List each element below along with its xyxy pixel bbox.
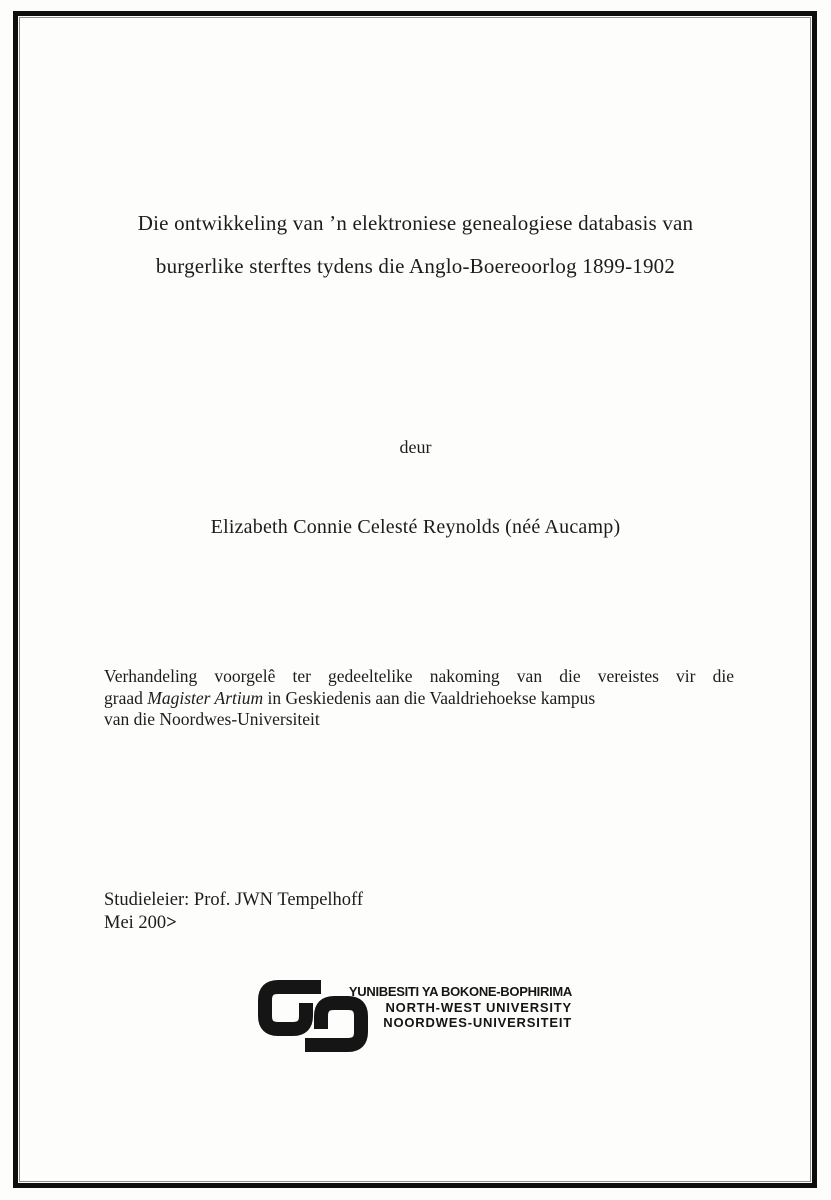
degree-declaration bbox=[104, 666, 734, 731]
date-mark: > bbox=[166, 913, 176, 933]
thesis-title bbox=[0, 202, 831, 288]
logo-line-setswana: YUNIBESITI YA BOKONE-BOPHIRIMA bbox=[348, 984, 572, 999]
supervisor-block bbox=[104, 889, 363, 935]
declaration-line2-suffix: in Geskiedenis aan die Vaaldriehoekse kampus bbox=[263, 687, 596, 708]
logo-line-english: NORTH-WEST UNIVERSITY bbox=[385, 999, 572, 1015]
byline: deur bbox=[399, 437, 432, 457]
thesis-title-line2: burgerlike sterftes tydens die Anglo-Boereoorlog 1899-1902 bbox=[155, 254, 676, 278]
university-logo bbox=[258, 977, 572, 1061]
declaration-line3: van die Noordwes-Universiteit bbox=[104, 709, 320, 729]
supervisor-line: Studieleier: Prof. JWN Tempelhoff bbox=[104, 890, 364, 910]
declaration-line2-prefix: graad bbox=[104, 687, 148, 708]
logo-line-afrikaans: NOORDWES-UNIVERSITEIT bbox=[383, 1015, 572, 1030]
declaration-line2 bbox=[104, 688, 734, 710]
thesis-title-line1: Die ontwikkeling van ’n elektroniese genealogiese databasis van bbox=[137, 211, 694, 235]
degree-name: Magister Artium bbox=[147, 687, 264, 708]
author-name: Elizabeth Connie Celesté Reynolds (néé Aucamp) bbox=[210, 516, 621, 538]
declaration-line1: Verhandeling voorgelê ter gedeeltelike nakoming van die vereistes vir die bbox=[104, 666, 734, 686]
date-line bbox=[104, 912, 363, 935]
date-prefix: Mei 200 bbox=[104, 913, 167, 933]
university-logo-wordmark bbox=[349, 984, 572, 1031]
